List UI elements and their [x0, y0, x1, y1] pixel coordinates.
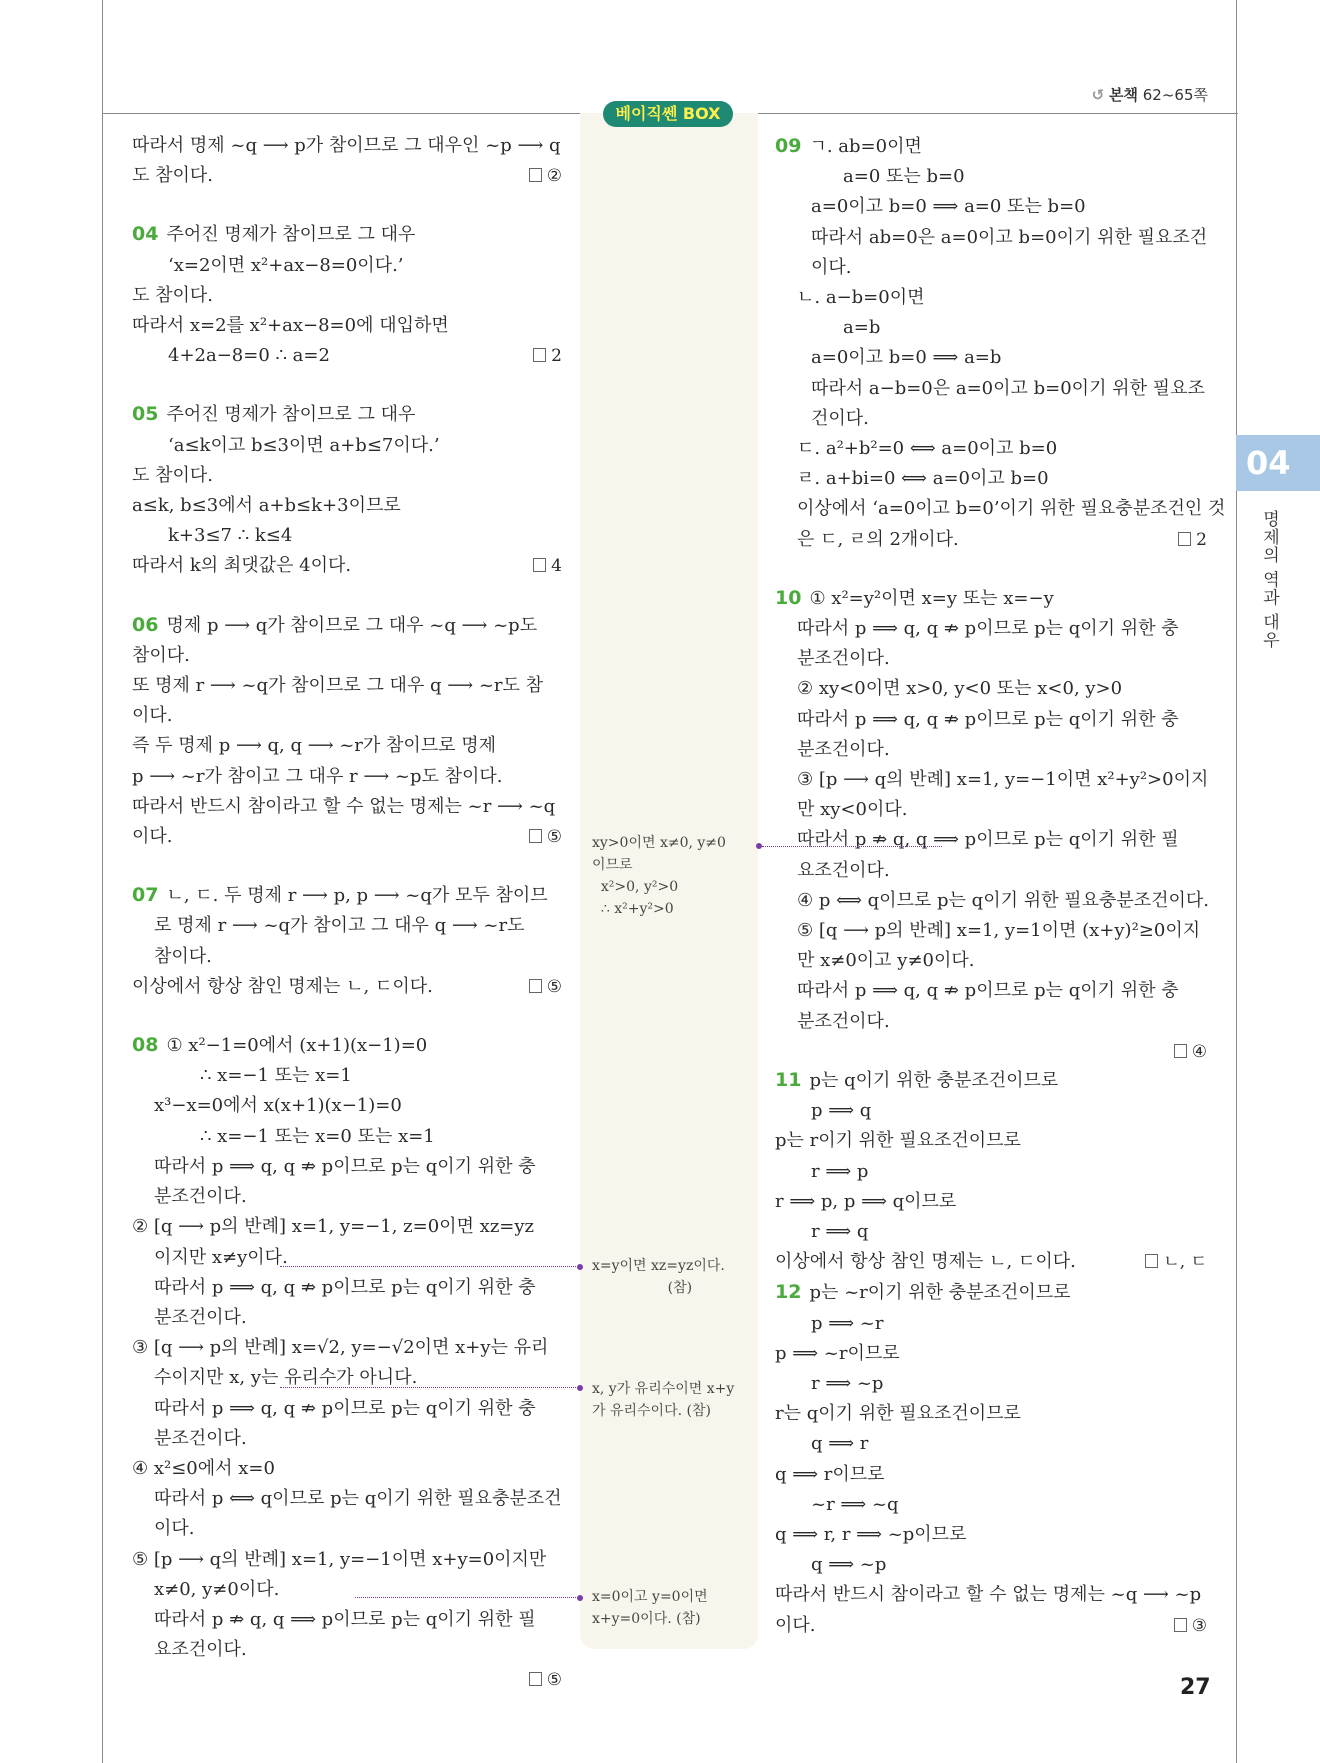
solution-line	[132, 1454, 562, 1484]
problem-number: 05	[132, 403, 159, 426]
problem-number: 11	[775, 1068, 802, 1091]
answer-mark	[1145, 1247, 1207, 1277]
answer-value: ⑤	[546, 827, 562, 848]
solution-line	[132, 880, 562, 911]
answer-mark	[529, 822, 562, 852]
solution-line	[132, 1182, 562, 1212]
line-text: k+3≤7 ∴ k≤4	[168, 525, 293, 547]
reference-icon: ↺	[1091, 86, 1105, 104]
side-note	[592, 832, 726, 920]
line-text: p는 r이기 위한 필요조건이므로	[775, 1130, 1021, 1152]
note-leader-line	[280, 1387, 576, 1388]
answer-value: ②	[546, 166, 562, 187]
line-text: 참이다.	[154, 945, 212, 967]
answer-icon	[533, 558, 546, 572]
line-text: r ⟹ p, p ⟹ q이므로	[775, 1190, 957, 1212]
note-marker-dot	[577, 1264, 583, 1270]
problem-number: 10	[775, 586, 802, 609]
line-text: r는 q이기 위한 필요조건이므로	[775, 1403, 1021, 1425]
solution-line	[775, 644, 1207, 674]
line-text: 또 명제 r ⟶ ~q가 참이므로 그 대우 q ⟶ ~r도 참	[132, 675, 544, 697]
solution-line	[775, 253, 1207, 283]
line-text: ㄱ. ab=0이면	[809, 136, 922, 157]
solution-line	[132, 1635, 562, 1665]
problem-number: 09	[775, 135, 802, 157]
line-text: q ⟹ r	[811, 1433, 869, 1455]
solution-line	[775, 1096, 1207, 1126]
answer-icon	[529, 1672, 542, 1686]
solution-line	[775, 1309, 1207, 1339]
line-text: p ⟹ q	[811, 1100, 872, 1122]
spacer	[775, 1037, 1207, 1065]
line-text: r ⟹ ~p	[811, 1372, 884, 1394]
solution-line	[775, 1126, 1207, 1156]
line-text: 4+2a−8=0 ∴ a=2	[168, 345, 330, 367]
solution-line	[132, 1212, 562, 1242]
solution-line	[775, 916, 1207, 946]
note-marker-dot	[577, 1385, 583, 1391]
line-text: 만 x≠0이고 y≠0이다.	[797, 950, 975, 972]
solution-line	[775, 765, 1207, 795]
line-text: p는 ~r이기 위한 충분조건이므로	[809, 1282, 1071, 1304]
line-text: 주어진 명제가 참이므로 그 대우	[166, 224, 416, 246]
solution-line	[132, 1030, 562, 1061]
solution-line	[775, 1490, 1207, 1520]
note-leader-line	[280, 1266, 576, 1267]
solution-line	[775, 886, 1210, 916]
answer-icon	[533, 348, 546, 362]
solution-line	[775, 1007, 1207, 1037]
solution-line	[775, 1339, 1207, 1369]
line-text: 따라서 반드시 참이라고 할 수 없는 명제는 ~q ⟶ ~p	[775, 1584, 1202, 1606]
line-text: a≤k, b≤3에서 a+b≤k+3이므로	[132, 495, 401, 517]
answer-mark	[1174, 1611, 1207, 1641]
solution-line	[132, 1273, 562, 1303]
solution-line	[132, 731, 562, 761]
page-number: 27	[1180, 1675, 1211, 1700]
chapter-tab: 04	[1236, 435, 1320, 491]
solution-line	[775, 162, 1207, 192]
solution-line	[775, 705, 1207, 735]
note-leader-line	[355, 1597, 576, 1598]
answer-mark	[1174, 1037, 1207, 1067]
solution-line	[775, 1429, 1207, 1459]
line-text: 건이다.	[811, 407, 869, 429]
answer-icon	[529, 168, 542, 182]
spacer	[132, 852, 562, 880]
line-text: 따라서 p ⟹ q, q ⇏ p이므로 p는 q이기 위한 충	[797, 618, 1179, 640]
solution-line	[775, 131, 1207, 162]
solution-line	[775, 1277, 1207, 1308]
line-text: 이상에서 항상 참인 명제는 ㄴ, ㄷ이다.	[132, 975, 433, 997]
answer-icon	[529, 829, 542, 843]
side-note-line: ∴ x²+y²>0	[592, 901, 674, 917]
answer-icon	[1178, 532, 1191, 546]
solution-line	[132, 399, 562, 430]
spacer	[132, 582, 562, 610]
solution-line	[775, 464, 1207, 494]
solution-line	[775, 1065, 1207, 1096]
line-text: 참이다.	[132, 644, 190, 666]
answer-value: ③	[1191, 1615, 1207, 1636]
answer-icon	[529, 979, 542, 993]
line-text: x≠0, y≠0이다.	[154, 1578, 280, 1600]
line-text: p ⟶ ~r가 참이고 그 대우 r ⟶ ~p도 참이다.	[132, 765, 503, 787]
right-margin-line	[1236, 0, 1237, 1763]
line-text: 요조건이다.	[154, 1639, 247, 1661]
line-text: p ⟹ ~r이므로	[775, 1342, 900, 1364]
line-text: 분조건이다.	[797, 1010, 890, 1032]
line-text: ‘a≤k이고 b≤3이면 a+b≤7이다.’	[168, 434, 440, 456]
line-text: a=0 또는 b=0	[843, 166, 965, 188]
answer-value: ㄴ, ㄷ	[1163, 1252, 1207, 1273]
line-text: ④ x²≤0에서 x=0	[132, 1457, 275, 1479]
line-text: 이다.	[775, 1614, 816, 1636]
side-note-line: x=0이고 y=0이면	[592, 1589, 708, 1605]
line-text: 분조건이다.	[797, 738, 890, 760]
line-text: ⑤ [q ⟶ p의 반례] x=1, y=1이면 (x+y)²≥0이지	[797, 920, 1201, 942]
line-text: 명제 p ⟶ q가 참이므로 그 대우 ~q ⟶ ~p도	[166, 614, 538, 636]
note-leader-line	[762, 846, 942, 847]
line-text: ∴ x=−1 또는 x=0 또는 x=1	[200, 1125, 435, 1147]
line-text: 따라서 a−b=0은 a=0이고 b=0이기 위한 필요조	[811, 377, 1205, 399]
line-text: 주어진 명제가 참이므로 그 대우	[166, 404, 416, 426]
answer-value: ⑤	[546, 976, 562, 997]
solution-line	[775, 374, 1207, 404]
reference-label: 본책	[1109, 86, 1138, 104]
solution-line	[775, 283, 1207, 313]
problem-number: 07	[132, 884, 159, 907]
solution-line	[775, 825, 1207, 855]
side-note-line: x, y가 유리수이면 x+y	[592, 1381, 735, 1397]
side-note-line: (참)	[592, 1280, 693, 1296]
line-text: ② [q ⟶ p의 반례] x=1, y=−1, z=0이면 xz=yz	[132, 1216, 535, 1238]
answer-icon	[1145, 1254, 1158, 1268]
line-text: 분조건이다.	[154, 1427, 247, 1449]
line-text: 분조건이다.	[797, 648, 890, 670]
side-note	[592, 1378, 734, 1422]
line-text: p ⟹ ~r	[811, 1312, 884, 1334]
left-solution-column	[132, 131, 562, 1696]
solution-line	[132, 911, 562, 941]
line-text: ㄹ. a+bi=0 ⟺ a=0이고 b=0	[797, 468, 1049, 490]
answer-icon	[1174, 1618, 1187, 1632]
solution-line	[132, 1545, 562, 1575]
line-text: ④ p ⟺ q이므로 p는 q이기 위한 필요충분조건이다.	[797, 889, 1210, 911]
spacer	[132, 1002, 562, 1030]
reference-pages	[1092, 84, 1208, 105]
spacer	[132, 191, 562, 219]
solution-line	[775, 976, 1207, 1006]
solution-line	[775, 343, 1207, 373]
chapter-title: 명제의 역과 대우	[1259, 510, 1279, 649]
line-text: 따라서 ab=0은 a=0이고 b=0이기 위한 필요조건	[811, 226, 1208, 248]
left-margin-line	[102, 0, 103, 1763]
right-solution-column	[775, 131, 1226, 1641]
solution-line	[132, 1243, 562, 1273]
solution-line	[132, 1091, 562, 1121]
line-text: a=0이고 b=0 ⟹ a=0 또는 b=0	[811, 196, 1086, 218]
line-text: 요조건이다.	[797, 859, 890, 881]
solution-line	[132, 701, 562, 731]
line-text: q ⟹ r이므로	[775, 1463, 885, 1485]
solution-line	[132, 1122, 562, 1152]
line-text: 따라서 p ⟺ q이므로 p는 q이기 위한 필요충분조건	[154, 1488, 562, 1510]
reference-range: 62~65쪽	[1142, 86, 1208, 104]
side-note-line: x=y이면 xz=yz이다.	[592, 1258, 725, 1274]
solution-line	[775, 1520, 1207, 1550]
line-text: 따라서 p ⟹ q, q ⇏ p이므로 p는 q이기 위한 충	[154, 1155, 536, 1177]
solution-line	[132, 610, 562, 641]
line-text: 따라서 k의 최댓값은 4이다.	[132, 555, 352, 577]
solution-line	[132, 1484, 562, 1514]
line-text: p는 q이기 위한 충분조건이므로	[809, 1069, 1059, 1091]
solution-line	[132, 1575, 562, 1605]
line-text: 분조건이다.	[154, 1186, 247, 1208]
solution-line	[775, 525, 1207, 555]
side-note-line: x+y=0이다. (참)	[592, 1611, 701, 1627]
answer-mark	[529, 161, 562, 191]
line-text: ∴ x=−1 또는 x=1	[200, 1065, 352, 1087]
solution-line	[775, 1217, 1207, 1247]
line-text: a=b	[843, 317, 881, 339]
solution-line	[132, 972, 562, 1002]
solution-line	[775, 1580, 1207, 1610]
line-text: 따라서 p ⇏ q, q ⟹ p이므로 p는 q이기 위한 필	[797, 829, 1179, 851]
line-text: 따라서 p ⟹ q, q ⇏ p이므로 p는 q이기 위한 충	[797, 980, 1179, 1002]
line-text: ③ [p ⟶ q의 반례] x=1, y=−1이면 x²+y²>0이지	[797, 769, 1209, 791]
solution-line	[132, 251, 562, 281]
line-text: 따라서 x=2를 x²+ax−8=0에 대입하면	[132, 315, 449, 337]
line-text: 만 xy<0이다.	[797, 799, 908, 821]
solution-line	[132, 461, 562, 491]
spacer	[132, 371, 562, 399]
line-text: 따라서 p ⇏ q, q ⟹ p이므로 p는 q이기 위한 필	[154, 1608, 536, 1630]
side-note-line: x²>0, y²>0	[592, 879, 679, 895]
answer-mark	[529, 1665, 562, 1695]
solution-line	[132, 219, 562, 250]
solution-line	[132, 311, 562, 341]
solution-line	[132, 281, 562, 311]
answer-value: 2	[1196, 529, 1207, 550]
line-text: 이다.	[811, 256, 852, 278]
solution-line	[132, 491, 562, 521]
line-text: a=0이고 b=0 ⟹ a=b	[811, 347, 1002, 369]
problem-number: 04	[132, 223, 159, 246]
problem-number: 08	[132, 1034, 159, 1057]
solution-line	[132, 131, 562, 161]
line-text: 분조건이다.	[154, 1306, 247, 1328]
answer-value: ④	[1191, 1041, 1207, 1062]
line-text: 도 참이다.	[132, 284, 213, 306]
solution-line	[132, 1303, 562, 1333]
line-text: r ⟹ p	[811, 1160, 869, 1182]
solution-line	[132, 1394, 562, 1424]
line-text: 즉 두 명제 p ⟶ q, q ⟶ ~r가 참이므로 명제	[132, 735, 497, 757]
line-text: 로 명제 r ⟶ ~q가 참이고 그 대우 q ⟶ ~r도	[154, 915, 525, 937]
side-note-line: xy>0이면 x≠0, y≠0	[592, 835, 726, 851]
line-text: x³−x=0에서 x(x+1)(x−1)=0	[154, 1095, 402, 1117]
line-text: 이다.	[154, 1518, 195, 1540]
solution-line	[775, 795, 1207, 825]
line-text: 이상에서 ‘a=0이고 b=0’이기 위한 필요충분조건인 것	[797, 498, 1226, 520]
answer-mark	[529, 972, 562, 1002]
answer-icon	[1174, 1044, 1187, 1058]
line-text: ~r ⟹ ~q	[811, 1493, 899, 1515]
solution-line	[775, 856, 1207, 886]
solution-line	[132, 1363, 562, 1393]
line-text: 수이지만 x, y는 유리수가 아니다.	[154, 1367, 418, 1389]
answer-value: ⑤	[546, 1670, 562, 1691]
solution-line	[775, 1611, 1207, 1641]
solution-line	[132, 822, 562, 852]
note-marker-dot	[577, 1595, 583, 1601]
line-text: ‘x=2이면 x²+ax−8=0이다.’	[168, 254, 404, 276]
line-text: 따라서 반드시 참이라고 할 수 없는 명제는 ~r ⟶ ~q	[132, 795, 556, 817]
line-text: ③ [q ⟶ p의 반례] x=√2, y=−√2이면 x+y는 유리	[132, 1337, 549, 1359]
basic-box-badge: 베이직쎈 BOX	[603, 101, 733, 127]
solution-line	[132, 942, 562, 972]
line-text: 따라서 p ⟹ q, q ⇏ p이므로 p는 q이기 위한 충	[154, 1397, 536, 1419]
line-text: 은 ㄷ, ㄹ의 2개이다.	[797, 528, 959, 550]
line-text: ⑤ [p ⟶ q의 반례] x=1, y=−1이면 x+y=0이지만	[132, 1548, 547, 1570]
solution-line	[775, 1369, 1207, 1399]
line-text: 따라서 p ⟹ q, q ⇏ p이므로 p는 q이기 위한 충	[797, 708, 1179, 730]
line-text: ㄴ. a−b=0이면	[797, 287, 925, 309]
solution-line	[132, 431, 562, 461]
problem-number: 12	[775, 1281, 802, 1304]
solution-line	[775, 1187, 1207, 1217]
solution-line	[775, 946, 1207, 976]
solution-line	[775, 674, 1207, 704]
solution-line	[132, 1424, 562, 1454]
answer-mark	[1178, 525, 1207, 555]
line-text: 이다.	[132, 826, 173, 848]
solution-line	[775, 583, 1207, 614]
line-text: r ⟹ q	[811, 1220, 869, 1242]
line-text: ① x²=y²이면 x=y 또는 x=−y	[809, 587, 1054, 609]
solution-line	[132, 1333, 562, 1363]
solution-line	[775, 313, 1207, 343]
side-note	[592, 1586, 708, 1630]
answer-mark	[533, 341, 562, 371]
solution-line	[132, 341, 562, 371]
solution-line	[775, 1460, 1207, 1490]
solution-line	[132, 641, 562, 671]
solution-line	[132, 521, 562, 551]
line-text: 따라서 p ⟹ q, q ⇏ p이므로 p는 q이기 위한 충	[154, 1276, 536, 1298]
solution-line	[132, 1605, 562, 1635]
line-text: ① x²−1=0에서 (x+1)(x−1)=0	[166, 1035, 428, 1057]
line-text: 따라서 명제 ~q ⟶ p가 참이므로 그 대우인 ~p ⟶ q	[132, 135, 561, 156]
line-text: 이다.	[132, 705, 173, 727]
solution-line	[775, 223, 1207, 253]
side-note-line: 가 유리수이다. (참)	[592, 1403, 711, 1419]
solution-line	[132, 551, 562, 581]
line-text: 도 참이다.	[132, 165, 213, 187]
line-text: 이지만 x≠y이다.	[154, 1246, 288, 1268]
solution-line	[132, 792, 562, 822]
solution-line	[775, 434, 1207, 464]
side-note-line: 이므로	[592, 857, 633, 873]
line-text: ㄷ. a²+b²=0 ⟺ a=0이고 b=0	[797, 438, 1058, 460]
solution-line	[132, 1061, 562, 1091]
line-text: q ⟹ r, r ⟹ ~p이므로	[775, 1523, 967, 1545]
line-text: 도 참이다.	[132, 464, 213, 486]
spacer	[775, 555, 1207, 583]
line-text: q ⟹ ~p	[811, 1554, 887, 1576]
solution-line	[775, 494, 1226, 524]
solution-line	[132, 762, 562, 792]
solution-line	[775, 1399, 1207, 1429]
line-text: ② xy<0이면 x>0, y<0 또는 x<0, y>0	[797, 678, 1123, 700]
answer-value: 2	[551, 346, 562, 367]
solution-line	[132, 1152, 562, 1182]
solution-line	[132, 671, 562, 701]
solution-line	[775, 614, 1207, 644]
problem-number: 06	[132, 613, 159, 636]
solution-line	[775, 1247, 1207, 1277]
solution-line	[132, 161, 562, 191]
line-text: ㄴ, ㄷ. 두 명제 r ⟶ p, p ⟶ ~q가 모두 참이므	[166, 885, 548, 907]
solution-line	[775, 1157, 1207, 1187]
answer-mark	[533, 551, 562, 581]
side-note	[592, 1255, 725, 1299]
solution-line	[775, 404, 1207, 434]
line-text: 이상에서 항상 참인 명제는 ㄴ, ㄷ이다.	[775, 1251, 1076, 1273]
answer-value: 4	[551, 556, 562, 577]
solution-line	[775, 192, 1207, 222]
solution-line	[775, 735, 1207, 765]
solution-line	[775, 1550, 1207, 1580]
solution-line	[132, 1514, 562, 1544]
